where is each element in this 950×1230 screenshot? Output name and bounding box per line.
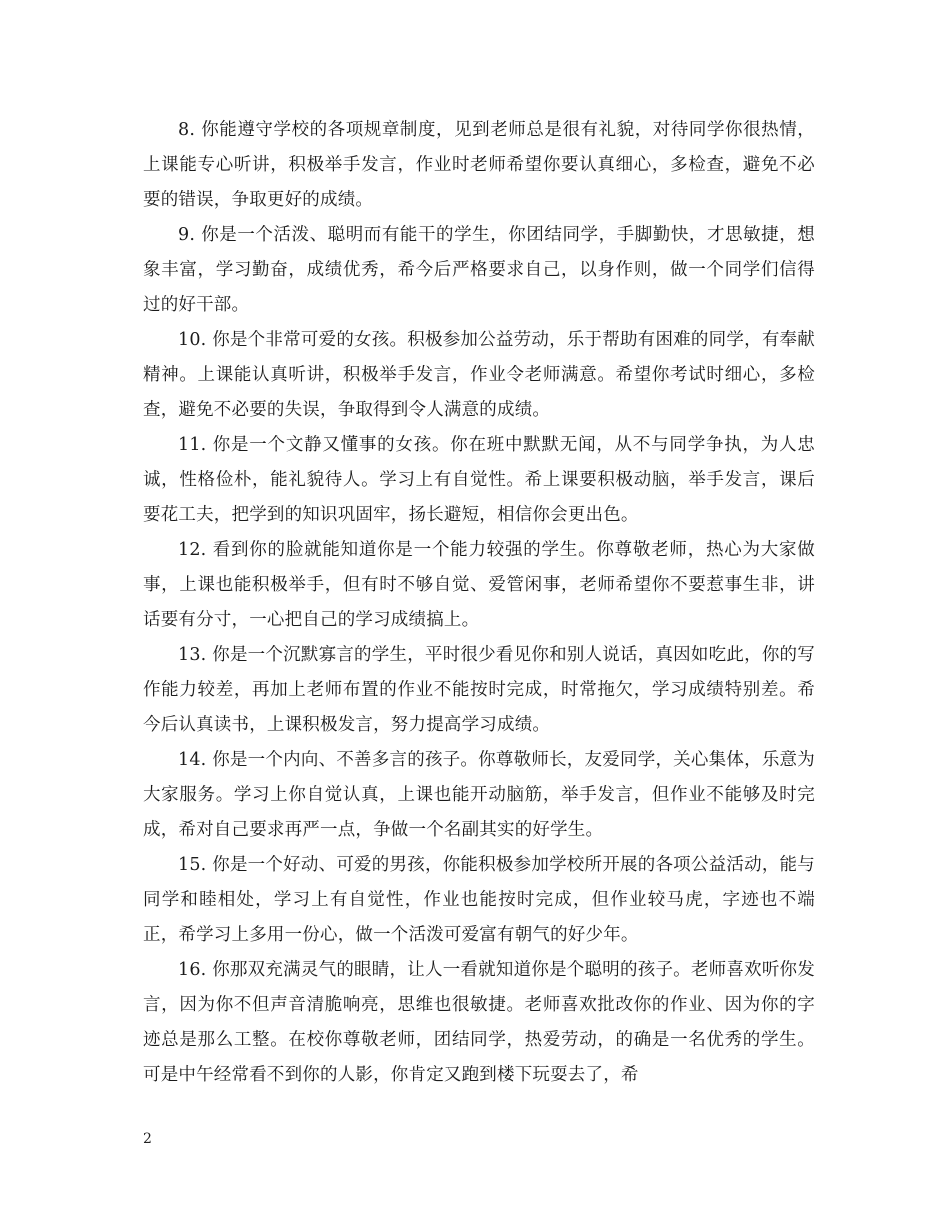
comment-paragraph-13: 13. 你是一个沉默寡言的学生，平时很少看见你和别人说话，真因如吃此，你的写作能力较差，再加上老师布置的作业不能按时完成，时常拖欠，学习成绩特别差。希今后认真读书，上课积极发言，努力提高学习成绩。 <box>143 645 815 735</box>
comment-paragraph-10: 10. 你是个非常可爱的女孩。积极参加公益劳动，乐于帮助有困难的同学，有奉献精神。上课能认真听讲，积极举手发言，作业令老师满意。希望你考试时细心，多检查，避免不必要的失误，争取得到令人满意的成绩。 <box>143 330 815 420</box>
comment-paragraph-14: 14. 你是一个内向、不善多言的孩子。你尊敬师长，友爱同学，关心集体，乐意为大家服务。学习上你自觉认真，上课也能开动脑筋，举手发言，但作业不能够及时完成，希对自己要求再严一点，争做一个名副其实的好学生。 <box>143 750 815 840</box>
page-number: 2 <box>143 1131 152 1147</box>
comment-paragraph-8: 8. 你能遵守学校的各项规章制度，见到老师总是很有礼貌，对待同学你很热情，上课能专心听讲，积极举手发言，作业时老师希望你要认真细心，多检查，避免不必要的错误，争取更好的成绩。 <box>143 120 815 210</box>
comment-paragraph-16: 16. 你那双充满灵气的眼睛，让人一看就知道你是个聪明的孩子。老师喜欢听你发言，因为你不但声音清脆响亮，思维也很敏捷。老师喜欢批改你的作业、因为你的字迹总是那么工整。在校你尊敬老师，团结同学，热爱劳动，的确是一名优秀的学生。可是中午经常看不到你的人影，你肯定又跑到楼下玩耍去了，希 <box>143 960 815 1085</box>
comment-paragraph-12: 12. 看到你的脸就能知道你是一个能力较强的学生。你尊敬老师，热心为大家做事，上课也能积极举手，但有时不够自觉、爱管闲事，老师希望你不要惹事生非，讲话要有分寸，一心把自己的学习成绩搞上。 <box>143 540 815 630</box>
comment-paragraph-11: 11. 你是一个文静又懂事的女孩。你在班中默默无闻，从不与同学争执，为人忠诚，性格俭朴，能礼貌待人。学习上有自觉性。希上课要积极动脑，举手发言，课后要花工夫，把学到的知识巩固牢，扬长避短，相信你会更出色。 <box>143 435 815 525</box>
comment-paragraph-15: 15. 你是一个好动、可爱的男孩，你能积极参加学校所开展的各项公益活动，能与同学和睦相处，学习上有自觉性，作业也能按时完成，但作业较马虎，字迹也不端正，希学习上多用一份心，做一个活泼可爱富有朝气的好少年。 <box>143 855 815 945</box>
document-body <box>143 113 815 1093</box>
comment-paragraph-9: 9. 你是一个活泼、聪明而有能干的学生，你团结同学，手脚勤快，才思敏捷，想象丰富，学习勤奋，成绩优秀，希今后严格要求自己，以身作则，做一个同学们信得过的好干部。 <box>143 225 815 315</box>
